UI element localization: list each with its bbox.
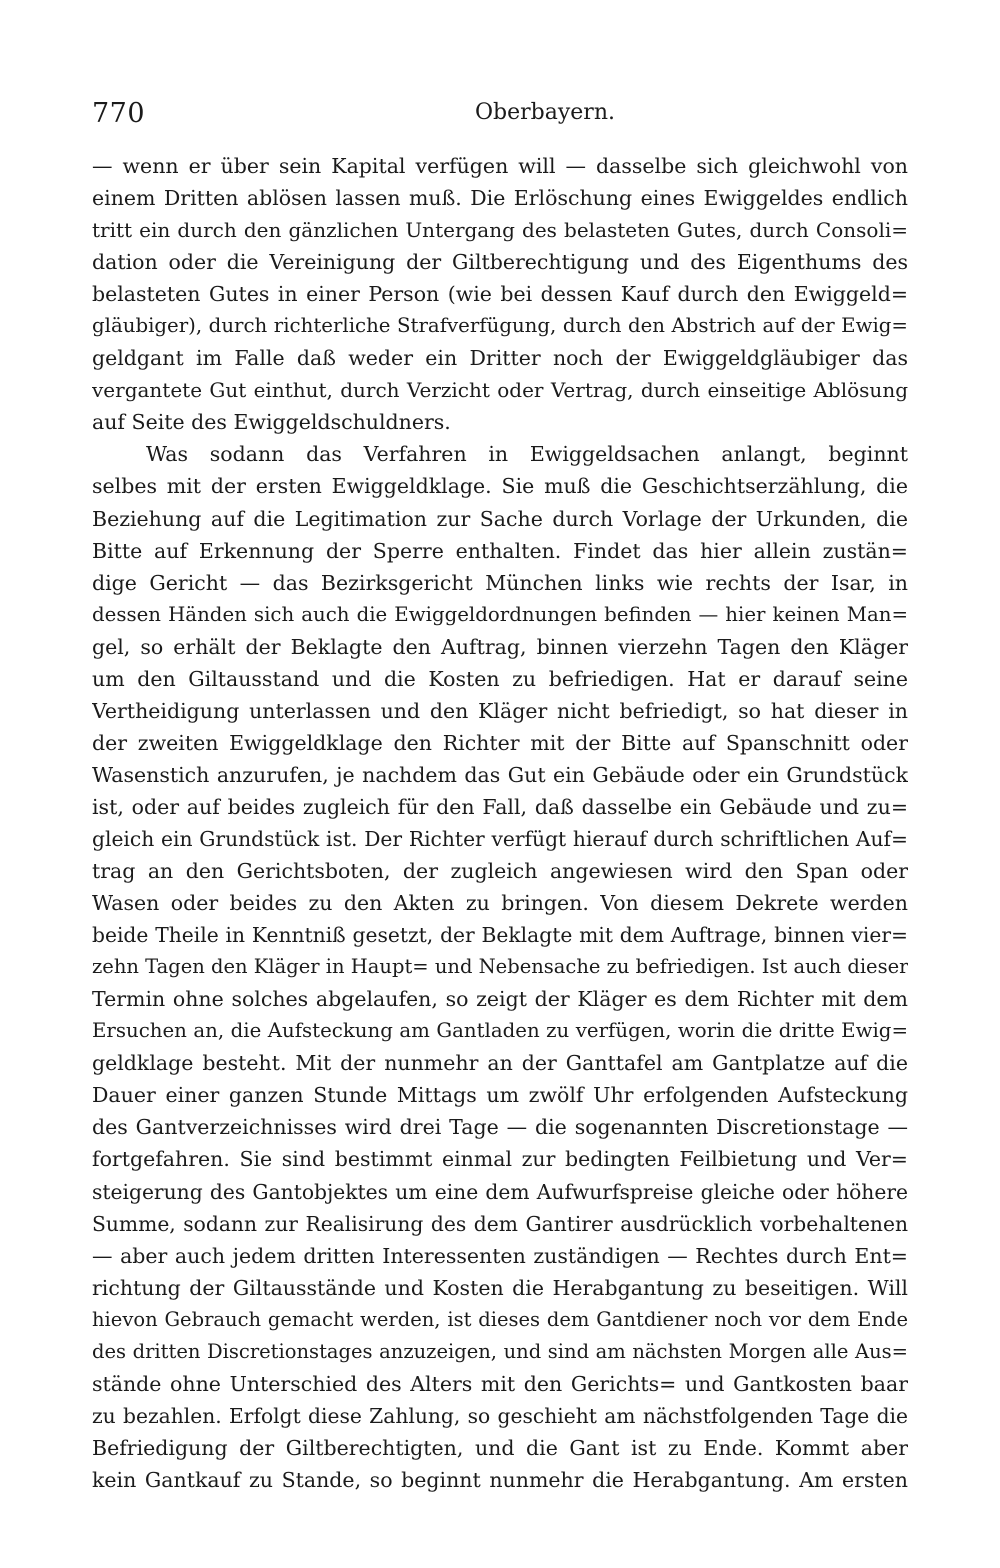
text-line: gel, so erhält der Beklagte den Auftrag, binnen vierzehn Tagen den Kläger xyxy=(92,634,908,659)
text-line: hievon Gebrauch gemacht werden, ist dieses dem Gantdiener noch vor dem Ende xyxy=(92,1307,908,1331)
text-line: Befriedigung der Giltberechtigten, und die Gant ist zu Ende. Kommt aber xyxy=(92,1435,908,1460)
text-line: stände ohne Unterschied des Alters mit den Gerichts= und Gantkosten baar xyxy=(92,1371,908,1396)
text-line: tritt ein durch den gänzlichen Untergang des belasteten Gutes, durch Consoli= xyxy=(92,218,908,243)
text-line: trag an den Gerichtsboten, der zugleich angewiesen wird den Span oder xyxy=(92,859,908,884)
running-head: Oberbayern. xyxy=(475,100,615,125)
text-line: belasteten Gutes in einer Person (wie bei dessen Kauf durch den Ewiggeld= xyxy=(92,282,908,307)
page-header xyxy=(92,96,908,136)
text-line: des Gantverzeichnisses wird drei Tage — die sogenannten Discretionstage — xyxy=(92,1115,908,1140)
text-line: Summe, sodann zur Realisirung des dem Gantirer ausdrücklich vorbehaltenen xyxy=(92,1211,908,1236)
text-line: gleich ein Grundstück ist. Der Richter verfügt hierauf durch schriftlichen Auf= xyxy=(92,826,908,851)
text-line: steigerung des Gantobjektes um eine dem Aufwurfspreise gleiche oder höhere xyxy=(92,1179,908,1204)
text-line: der zweiten Ewiggeldklage den Richter mit der Bitte auf Spanschnitt oder xyxy=(92,730,908,755)
text-line: auf Seite des Ewiggeldschuldners. xyxy=(92,410,451,435)
text-line: fortgefahren. Sie sind bestimmt einmal zur bedingten Feilbietung und Ver= xyxy=(92,1147,908,1172)
text-line: geldklage besteht. Mit der nunmehr an der Ganttafel am Gantplatze auf die xyxy=(92,1051,908,1076)
text-line: Was sodann das Verfahren in Ewiggeldsachen anlangt, beginnt xyxy=(146,442,908,467)
text-line: Ersuchen an, die Aufsteckung am Gantladen zu verfügen, worin die dritte Ewig= xyxy=(92,1019,908,1043)
text-line: Wasenstich anzurufen, je nachdem das Gut ein Gebäude oder ein Grundstück xyxy=(92,762,908,787)
text-line: kein Gantkauf zu Stande, so beginnt nunmehr die Herabgantung. Am ersten xyxy=(92,1467,908,1492)
text-line: einem Dritten ablösen lassen muß. Die Erlöschung eines Ewiggeldes endlich xyxy=(92,186,908,211)
text-line: richtung der Giltausstände und Kosten die Herabgantung zu beseitigen. Will xyxy=(92,1275,908,1300)
text-line: Wasen oder beides zu den Akten zu bringen. Von diesem Dekrete werden xyxy=(92,891,908,916)
text-line: — aber auch jedem dritten Interessenten zuständigen — Rechtes durch Ent= xyxy=(92,1243,908,1268)
text-line: vergantete Gut einthut, durch Verzicht oder Vertrag, durch einseitige Ablösung xyxy=(92,378,908,403)
text-line: Dauer einer ganzen Stunde Mittags um zwölf Uhr erfolgenden Aufsteckung xyxy=(92,1083,908,1108)
page-number: 770 xyxy=(92,98,146,129)
text-line: dation oder die Vereinigung der Giltberechtigung und des Eigenthums des xyxy=(92,250,908,275)
text-line: Beziehung auf die Legitimation zur Sache durch Vorlage der Urkunden, die xyxy=(92,506,908,531)
text-line: Termin ohne solches abgelaufen, so zeigt der Kläger es dem Richter mit dem xyxy=(92,987,908,1012)
text-line: beide Theile in Kenntniß gesetzt, der Beklagte mit dem Auftrage, binnen vier= xyxy=(92,923,908,948)
text-line: ist, oder auf beides zugleich für den Fall, daß dasselbe ein Gebäude und zu= xyxy=(92,794,908,819)
text-line: dige Gericht — das Bezirksgericht München links wie rechts der Isar, in xyxy=(92,570,908,595)
text-line: des dritten Discretionstages anzuzeigen, und sind am nächsten Morgen alle Aus= xyxy=(92,1339,908,1363)
text-line: — wenn er über sein Kapital verfügen will — dasselbe sich gleichwohl von xyxy=(92,154,908,178)
text-line: gläubiger), durch richterliche Strafverfügung, durch den Abstrich auf der Ewig= xyxy=(92,314,908,338)
text-line: um den Giltausstand und die Kosten zu befriedigen. Hat er darauf seine xyxy=(92,666,908,691)
text-line: dessen Händen sich auch die Ewiggeldordnungen befinden — hier keinen Man= xyxy=(92,602,908,626)
text-line: selbes mit der ersten Ewiggeldklage. Sie muß die Geschichtserzählung, die xyxy=(92,474,908,499)
text-line: geldgant im Falle daß weder ein Dritter noch der Ewiggeldgläubiger das xyxy=(92,346,908,371)
text-line: Bitte auf Erkennung der Sperre enthalten. Findet das hier allein zustän= xyxy=(92,538,908,563)
text-line: Vertheidigung unterlassen und den Kläger nicht befriedigt, so hat dieser in xyxy=(92,698,908,723)
text-line: zu bezahlen. Erfolgt diese Zahlung, so geschieht am nächstfolgenden Tage die xyxy=(92,1403,908,1428)
text-line: zehn Tagen den Kläger in Haupt= und Nebensache zu befriedigen. Ist auch dieser xyxy=(92,955,908,979)
body-text xyxy=(92,150,908,1496)
